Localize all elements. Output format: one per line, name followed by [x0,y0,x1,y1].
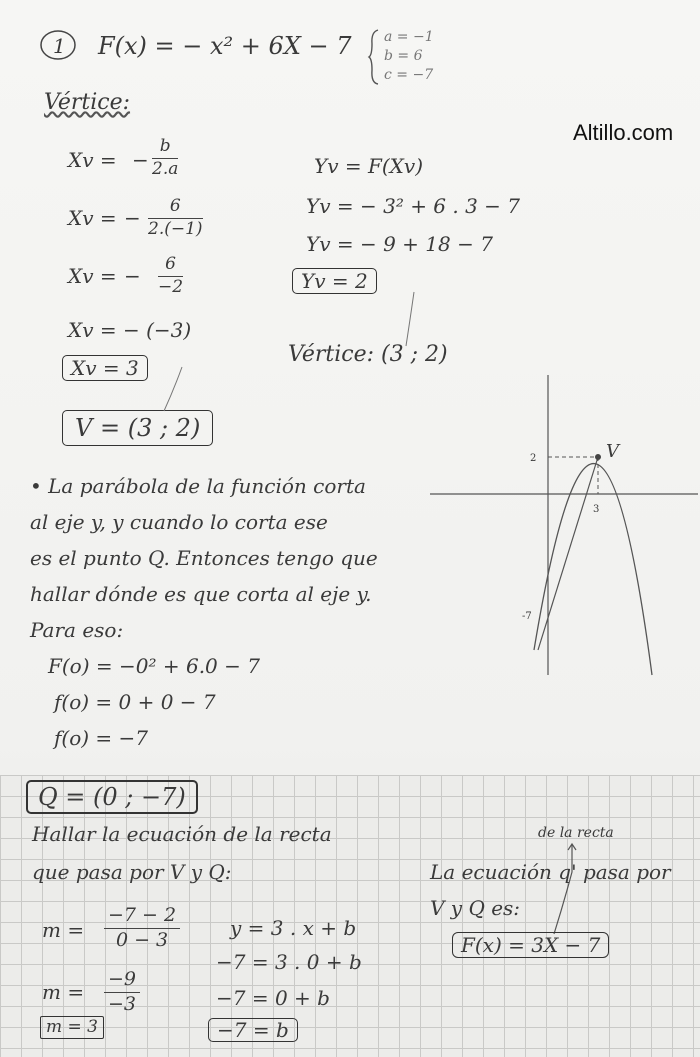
eq-line-2: −7 = 3 . 0 + b [216,950,362,974]
conclusion-line-1: La ecuación q' pasa por [430,860,671,884]
graph-tick-y-top: 2 [530,453,537,464]
q-result: Q = (0 ; −7) [26,780,198,814]
coeff-c: c = −7 [384,67,434,83]
xv-step1-sign: − [132,148,149,172]
xv-step1-lhs: Xv = [68,148,117,172]
m-step2-fraction [104,970,140,1015]
conclusion-line-2: V y Q es: [430,896,521,920]
yv-step2: Yv = − 3² + 6 . 3 − 7 [306,194,521,218]
xv-step1-fraction [152,138,178,179]
xv-step1-num: b [152,138,178,159]
xv-step2-lhs: Xv = [68,206,117,230]
xv-step3-den: −2 [158,276,184,297]
m-step2-num: −9 [104,970,140,993]
m-step1-num: −7 − 2 [104,906,180,929]
eq-line-3: −7 = 0 + b [216,986,330,1010]
annotation-arrow [548,842,588,942]
yv-step1: Yv = F(Xv) [314,154,423,178]
xv-step2-sign: − [124,206,141,230]
final-equation: F(x) = 3X − 7 [452,932,609,958]
vertice-result: Vértice: (3 ; 2) [288,342,448,367]
xv-step3-fraction [158,256,183,297]
xv-step2-den: 2.(−1) [148,218,203,239]
parabola-graph [430,375,700,695]
m-step2-den: −3 [108,992,137,1015]
yv-result: Yv = 2 [292,268,377,294]
xv-step1-den: 2.a [152,158,179,179]
watermark: Altillo.com [573,120,674,145]
m-result: m = 3 [40,1016,104,1039]
yv-step3: Yv = − 9 + 18 − 7 [306,232,493,256]
graph-tick-y-bottom: -7 [522,611,532,622]
paragraph-line-2: al eje y, y cuando lo corta ese [30,510,328,534]
b-result: −7 = b [208,1018,298,1042]
line-intro-2: que pasa por V y Q: [32,860,232,884]
paragraph-line-3: es el punto Q. Entonces tengo que [30,546,378,570]
graph-vertex-point [595,454,601,460]
annotation-de-la-recta: de la recta [538,825,614,841]
xv-step3-num: 6 [158,256,183,277]
problem-number: 1 [53,34,66,58]
xv-step2-fraction [148,198,203,239]
line-intro-1: Hallar la ecuación de la recta [32,822,332,846]
xv-step4: Xv = − (−3) [68,318,192,342]
coeff-b: b = 6 [384,48,423,64]
paragraph-line-5: Para eso: [30,618,124,642]
calc-line-1: F(o) = −0² + 6.0 − 7 [48,654,260,678]
vertex-title: Vértice: [44,90,131,115]
coeff-a: a = −1 [384,29,434,45]
xv-result: Xv = 3 [62,355,148,381]
m-step1-fraction [104,906,180,951]
xv-step2-num: 6 [148,198,203,219]
xv-step3-lhs: Xv = [68,264,117,288]
calc-line-3: f(o) = −7 [54,726,149,750]
m-step1-den: 0 − 3 [115,928,169,951]
m-step1-lhs: m = [42,918,85,942]
calc-line-2: f(o) = 0 + 0 − 7 [54,690,216,714]
function-definition: F(x) = − x² + 6X − 7 [98,32,352,60]
yv-result-pointer [400,290,420,350]
v-result: V = (3 ; 2) [62,410,213,446]
graph-tick-x: 3 [593,504,600,515]
graph-line [538,457,598,650]
coefficient-brace [368,28,380,86]
v-result-pointer [160,365,190,415]
graph-parabola [534,464,652,675]
xv-step3-sign: − [124,264,141,288]
paragraph-line-4: hallar dónde es que corta al eje y. [30,582,372,606]
graph-label-v: V [606,441,619,462]
eq-line-1: y = 3 . x + b [230,916,357,940]
m-step2-lhs: m = [42,980,85,1004]
paragraph-line-1: • La parábola de la función corta [30,474,366,498]
